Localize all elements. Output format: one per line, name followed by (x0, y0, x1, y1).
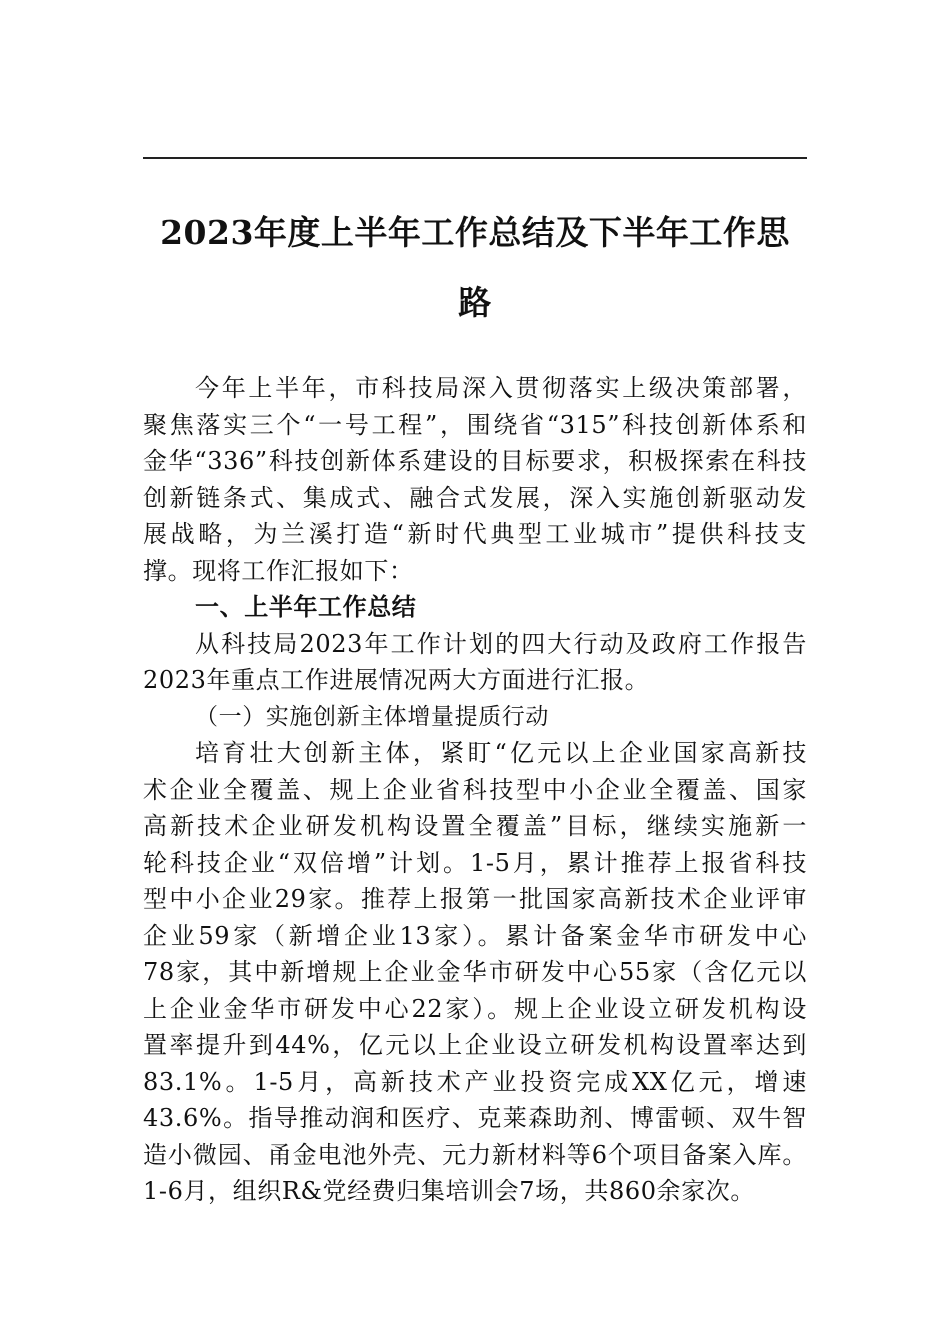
intro-line: 金华“336”科技创新体系建设的目标要求，积极探索在科技 (143, 447, 807, 475)
intro-line: 创新链条式、集成式、融合式发展，深入实施创新驱动发 (143, 483, 807, 512)
intro-line: 今年上半年，市科技局深入贯彻落实上级决策部署， (195, 374, 807, 402)
body-line: 上企业金华市研发中心22家）。规上企业设立研发机构设 (143, 994, 807, 1023)
header-divider (143, 157, 807, 159)
body-line: 高新技术企业研发机构设置全覆盖”目标，继续实施新一 (143, 812, 807, 840)
body-line: 型中小企业29家。推荐上报第一批国家高新技术企业评审 (143, 885, 807, 913)
body-line: 培育壮大创新主体，紧盯“亿元以上企业国家高新技 (195, 739, 807, 767)
body-line: 43.6%。指导推动润和医疗、克莱森助剂、博雷顿、双牛智 (143, 1104, 807, 1132)
body-line: 轮科技企业“双倍增”计划。1-5月，累计推荐上报省科技 (143, 848, 807, 877)
section-intro-line: 2023年重点工作进展情况两大方面进行汇报。 (143, 666, 650, 694)
title-line-1: 2023年度上半年工作总结及下半年工作思 (160, 213, 790, 252)
intro-line: 聚焦落实三个“一号工程”，围绕省“315”科技创新体系和 (143, 410, 807, 439)
document-title (143, 198, 807, 338)
body-line: 造小微园、甬金电池外壳、元力新材料等6个项目备案入库。 (143, 1140, 807, 1169)
subsection-heading: （一）实施创新主体增量提质行动 (195, 703, 549, 730)
document-body (143, 370, 807, 1210)
body-line: 术企业全覆盖、规上企业省科技型中小企业全覆盖、国家 (143, 775, 807, 804)
intro-line: 展战略，为兰溪打造“新时代典型工业城市”提供科技支 (143, 520, 807, 548)
body-line: 置率提升到44%，亿元以上企业设立研发机构设置率达到 (143, 1031, 807, 1059)
body-line: 1-6月，组织R&党经费归集培训会7场，共860余家次。 (143, 1177, 755, 1205)
body-line: 83.1%。1-5月，高新技术产业投资完成XX亿元，增速 (143, 1067, 807, 1096)
section-intro-line: 从科技局2023年工作计划的四大行动及政府工作报告 (195, 629, 807, 658)
intro-line: 撑。现将工作汇报如下： (143, 556, 414, 585)
title-line-2: 路 (458, 283, 492, 322)
body-line: 78家，其中新增规上企业金华市研发中心55家（含亿元以 (143, 958, 807, 986)
section-heading: 一、上半年工作总结 (195, 593, 417, 621)
body-line: 企业59家（新增企业13家）。累计备案金华市研发中心 (143, 921, 807, 950)
